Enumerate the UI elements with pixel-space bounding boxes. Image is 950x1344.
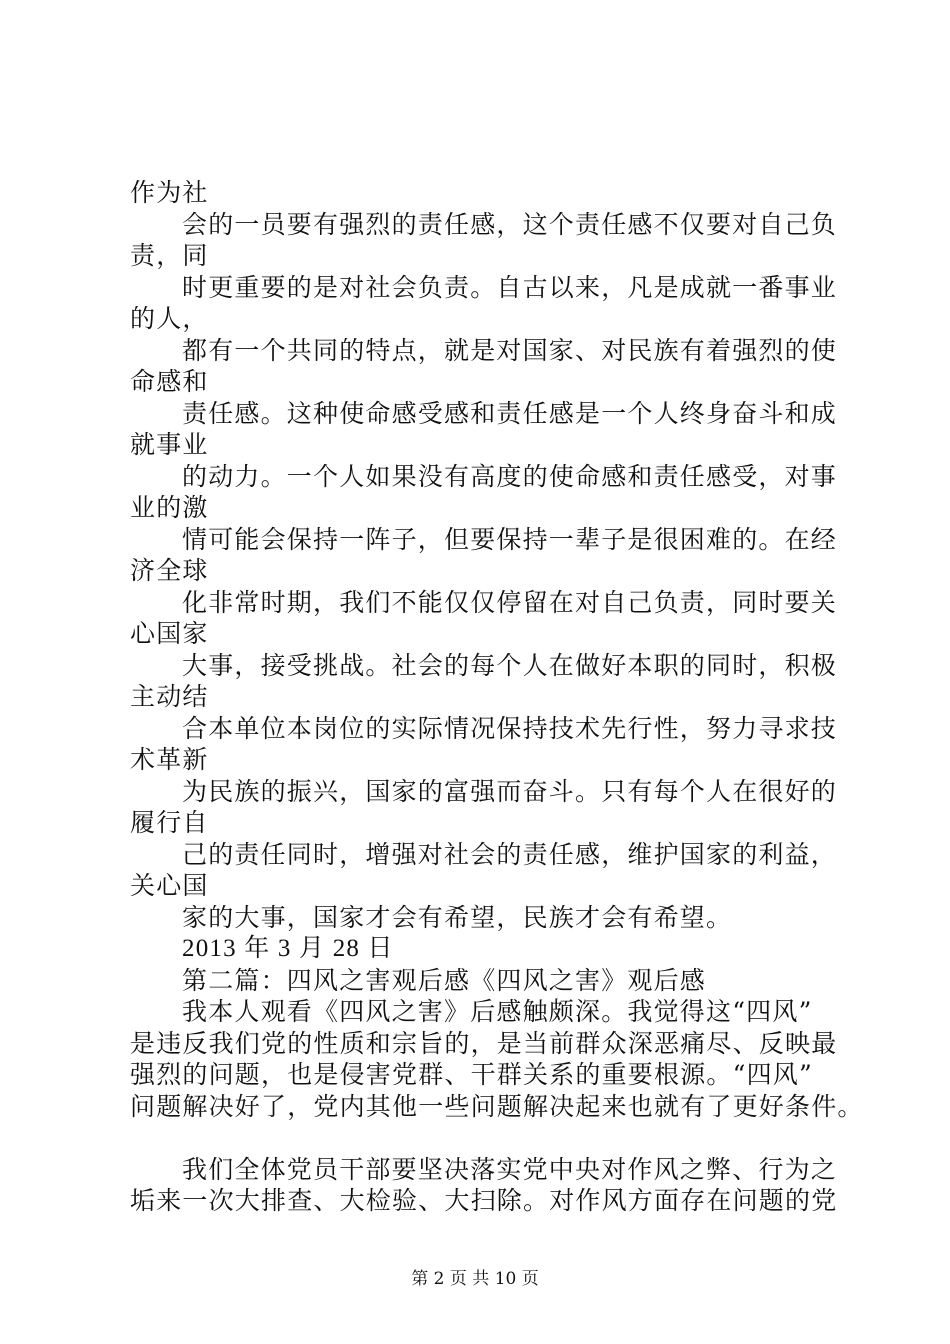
- text-line: 都有一个共同的特点，就是对国家、对民族有着强烈的使: [182, 336, 838, 365]
- text-line: 责，同: [130, 241, 209, 270]
- text-line: 术革新: [130, 745, 209, 774]
- text-line: 会的一员要有强烈的责任感，这个责任感不仅要对自己负: [182, 210, 838, 239]
- text-line: 时更重要的是对社会负责。自古以来，凡是成就一番事业: [182, 273, 838, 302]
- text-line: 责任感。这种使命感受感和责任感是一个人终身奋斗和成: [182, 399, 838, 428]
- page-footer: [0, 1268, 950, 1290]
- page-number-label: 第 2 页 共 10 页: [411, 1269, 539, 1289]
- text-line: 情可能会保持一阵子，但要保持一辈子是很困难的。在经: [182, 525, 838, 554]
- section-heading: 第二篇：四风之害观后感《四风之害》观后感: [182, 966, 707, 995]
- text-line: 的人，: [130, 304, 209, 333]
- text-line: 我们全体党员干部要坚决落实党中央对作风之弊、行为之: [182, 1155, 838, 1184]
- text-line: 大事，接受挑战。社会的每个人在做好本职的同时，积极: [182, 651, 838, 680]
- text-line: 为民族的振兴，国家的富强而奋斗。只有每个人在很好的: [182, 777, 838, 806]
- text-line: 心国家: [130, 619, 209, 648]
- text-line: 履行自: [130, 808, 209, 837]
- text-line: 就事业: [130, 430, 209, 459]
- date-line: 2013 年 3 月 28 日: [182, 935, 394, 962]
- text-line: 主动结: [130, 682, 209, 711]
- text-line: 己的责任同时，增强对社会的责任感，维护国家的利益，: [182, 840, 838, 869]
- text-line: 我本人观看《四风之害》后感触颇深。我觉得这“四风”: [182, 997, 813, 1026]
- text-line: 作为社: [130, 178, 209, 207]
- text-line: 家的大事，国家才会有希望，民族才会有希望。: [182, 903, 733, 932]
- text-line: 业的激: [130, 493, 209, 522]
- text-line: 化非常时期，我们不能仅仅停留在对自己负责，同时要关: [182, 588, 838, 617]
- text-line: 关心国: [130, 871, 209, 900]
- text-line: 济全球: [130, 556, 209, 585]
- text-line: 问题解决好了，党内其他一些问题解决起来也就有了更好条件。: [130, 1092, 864, 1121]
- text-line: 垢来一次大排查、大检验、大扫除。对作风方面存在问题的党: [130, 1186, 838, 1215]
- text-line: 命感和: [130, 367, 209, 396]
- text-line: 强烈的问题，也是侵害党群、干群关系的重要根源。“四风”: [130, 1060, 813, 1089]
- text-line: 的动力。一个人如果没有高度的使命感和责任感受，对事: [182, 462, 838, 491]
- text-line: 是违反我们党的性质和宗旨的，是当前群众深恶痛尽、反映最: [130, 1029, 838, 1058]
- text-line: 合本单位本岗位的实际情况保持技术先行性，努力寻求技: [182, 714, 838, 743]
